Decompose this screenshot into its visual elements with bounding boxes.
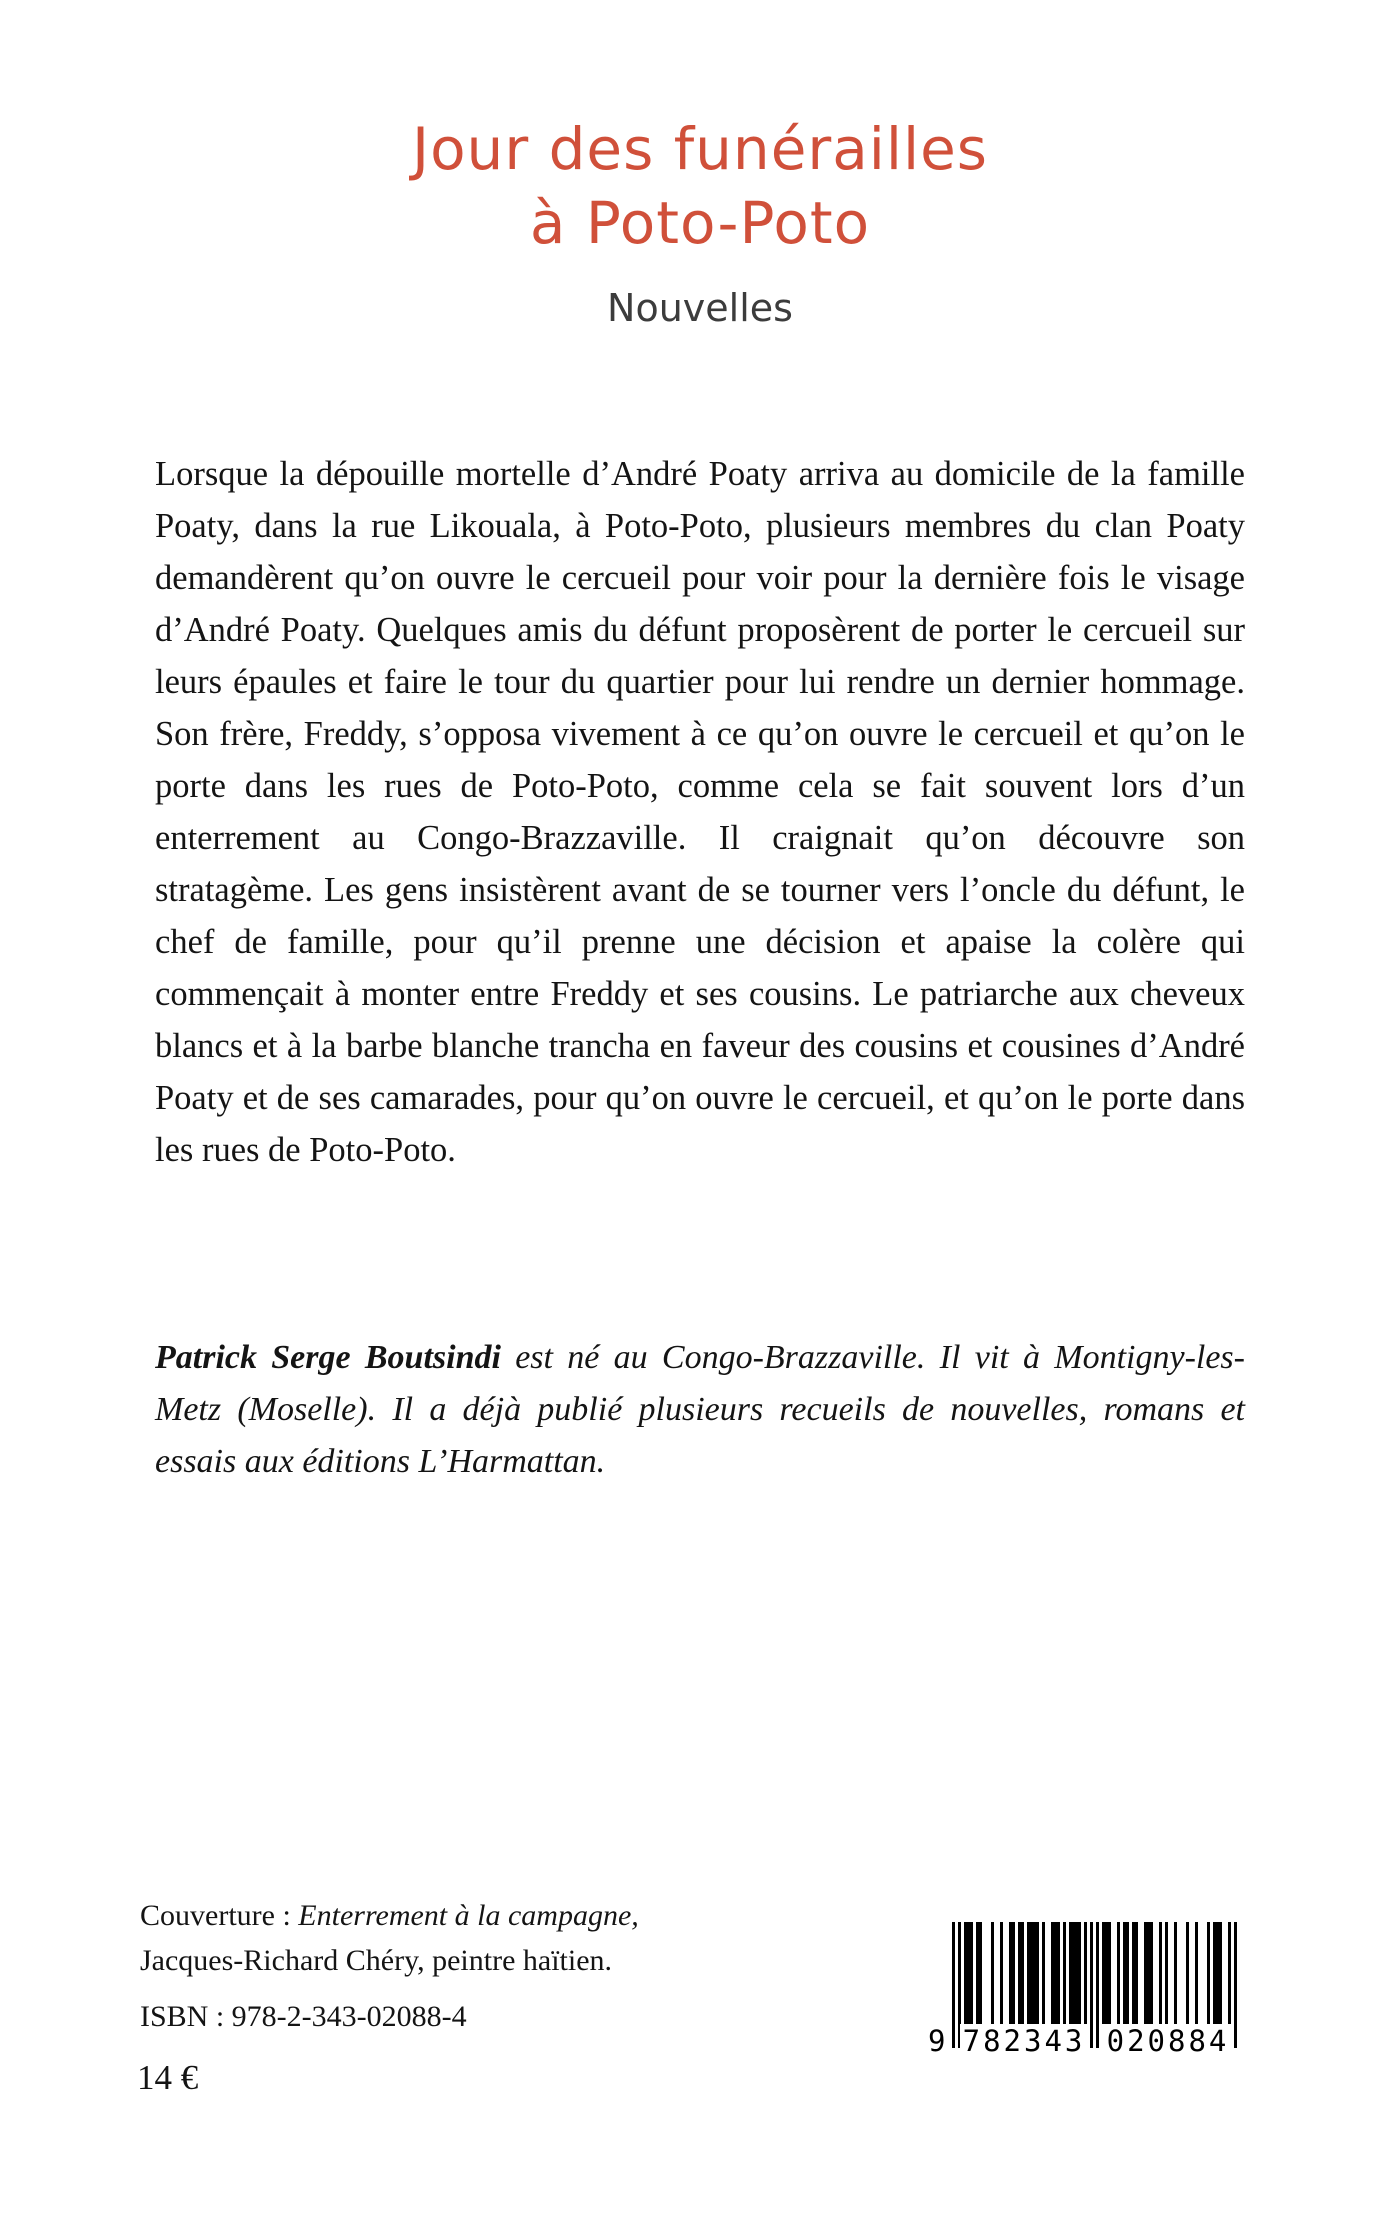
credit-artwork-title: Enterrement à la campagne, <box>298 1899 639 1932</box>
author-bio-text: est né au Congo-Brazzaville. Il vit à Montigny-les-Metz (Moselle). Il a déjà publié plusieurs recueils de nouvelles, romans et essais aux éditions L’Harmattan. <box>155 1339 1245 1480</box>
barcode-number <box>928 2024 1240 2058</box>
book-title-line-2: à Poto-Poto <box>529 189 871 257</box>
barcode <box>928 1922 1240 2058</box>
title-block <box>0 0 1400 330</box>
credit-line-2: Jacques-Richard Chéry, peintre haïtien. <box>140 1944 613 1977</box>
cover-credits <box>140 1893 639 1983</box>
price-text: 14 € <box>137 2058 199 2097</box>
book-subtitle: Nouvelles <box>607 286 793 330</box>
author-bio <box>155 1332 1245 1488</box>
barcode-digit-lead: 9 <box>928 2024 952 2058</box>
book-title-line-1: Jour des funérailles <box>411 115 989 183</box>
author-name: Patrick Serge Boutsindi <box>155 1339 501 1376</box>
credit-line-1 <box>140 1893 639 1938</box>
credit-label: Couverture : <box>140 1899 299 1932</box>
barcode-digits-right: 020884 <box>1104 2024 1232 2058</box>
barcode-digits-left: 782343 <box>960 2024 1088 2058</box>
isbn-text: ISBN : 978-2-343-02088-4 <box>140 2000 467 2033</box>
synopsis-paragraph: Lorsque la dépouille mortelle d’André Poaty arriva au domicile de la famille Poaty, dans la rue Likouala, à Poto-Poto, plusieurs membres du clan Poaty demandèrent qu’on ouvre le cercueil pour voir pour la dernière fois le visage d’André Poaty. Quelques amis du défunt proposèrent de porter le cercueil sur leurs épaules et faire le tour du quartier pour lui rendre un dernier hommage. Son frère, Freddy, s’opposa vivement à ce qu’on ouvre le cercueil et qu’on le porte dans les rues de Poto-Poto, comme cela se fait souvent lors d’un enterrement au Congo-Brazzaville. Il craignait qu’on découvre son stratagème. Les gens insistèrent avant de se tourner vers l’oncle du défunt, le chef de famille, pour qu’il prenne une décision et apaise la colère qui commençait à monter entre Freddy et ses cousins. Le patriarche aux cheveux blancs et à la barbe blanche trancha en faveur des cousins et cousines d’André Poaty et de ses camarades, pour qu’on ouvre le cercueil, et qu’on le porte dans les rues de Poto-Poto. <box>155 455 1245 1169</box>
